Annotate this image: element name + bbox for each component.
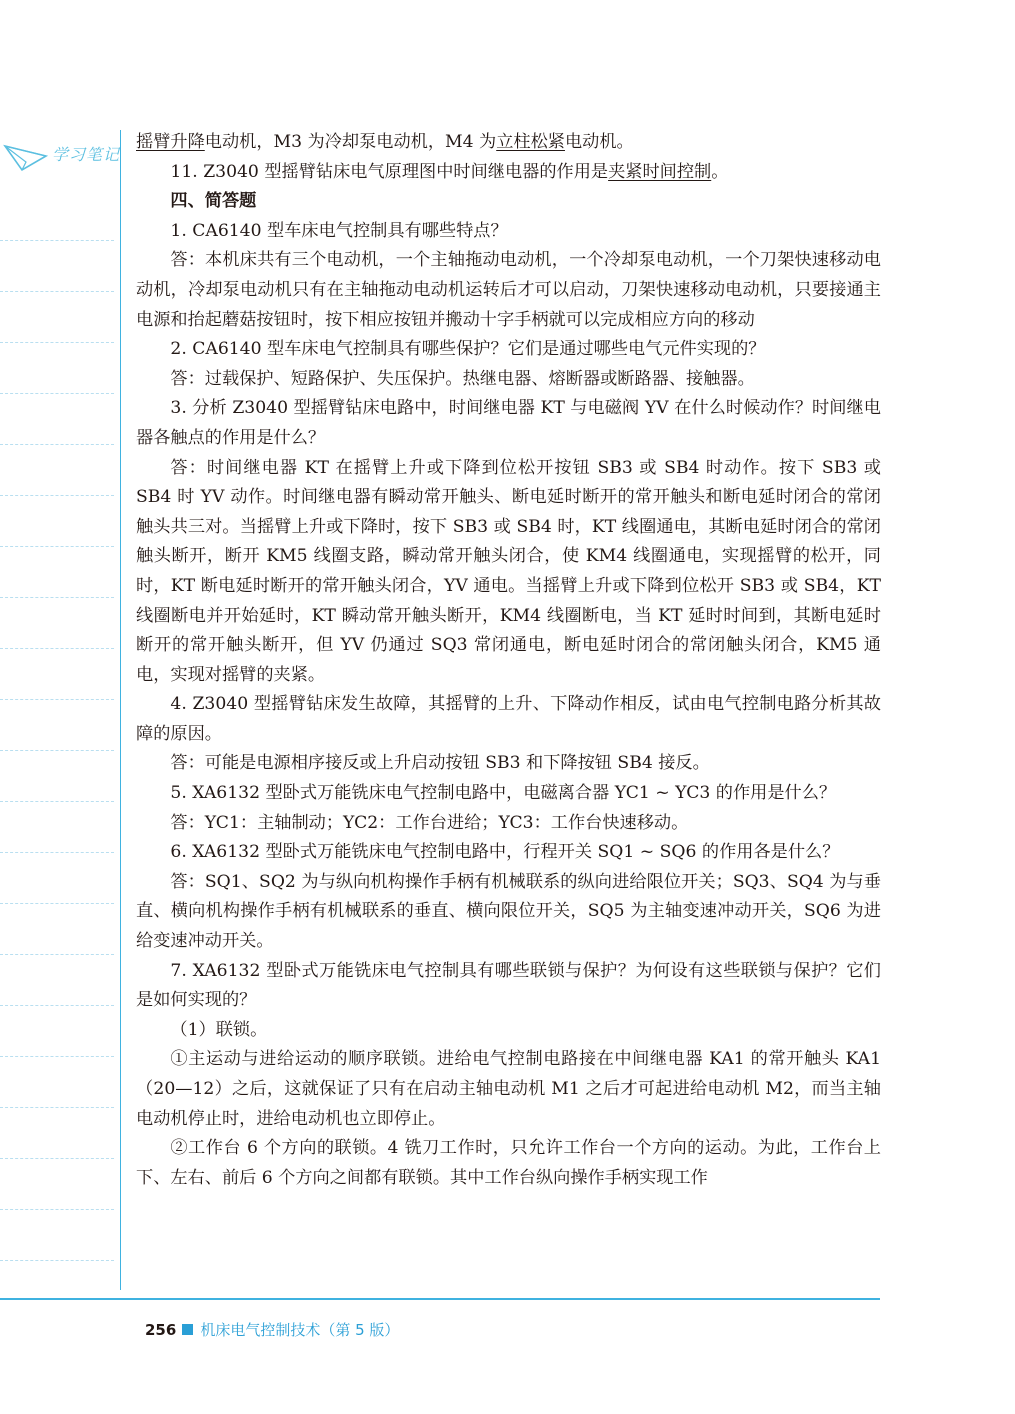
note-line [0,1209,114,1210]
note-line [0,444,114,445]
answer-1: 答：本机床共有三个电动机，一个主轴拖动电动机，一个冷却泵电动机，一个刀架快速移动电动机，冷却泵电动机只有在主轴拖动电动机运转后才可以启动，刀架快速移动电动机，只要接通主电源和抬起蘑菇按钮时，按下相应按钮并搬动十字手柄就可以完成相应方向的移动 [136,250,881,330]
note-line [0,597,114,598]
note-line [0,954,114,955]
answer-blank: 立柱松紧 [496,132,565,152]
note-line [0,1056,114,1057]
paper-plane-icon [2,132,52,172]
page-footer [145,1319,399,1340]
note-line [0,699,114,700]
footer-rule [0,1298,880,1300]
note-line [0,546,114,547]
note-line [0,801,114,802]
question-1: 1. CA6140 型车床电气控制具有哪些特点？ [170,220,508,241]
text-span: 。 [711,161,729,182]
answer-5: 答：YC1：主轴制动；YC2：工作台进给；YC3：工作台快速移动。 [170,812,689,833]
answer-blank: 摇臂升降 [136,132,205,152]
note-line [0,750,114,751]
note-line [0,495,114,496]
note-line [0,1260,114,1261]
square-bullet-icon [182,1324,193,1335]
question-5: 5. XA6132 型卧式万能铣床电气控制电路中，电磁离合器 YC1 ~ YC3 的作用是什么？ [170,783,837,804]
study-notes-label: 学习笔记 [52,145,121,164]
note-line [0,648,114,649]
section-heading: 四、简答题 [170,191,257,212]
note-line [0,1005,114,1006]
page-content [136,128,881,1193]
note-line [0,1107,114,1108]
question-4: 4. Z3040 型摇臂钻床发生故障，其摇臂的上升、下降动作相反，试由电气控制电路分析其故障的原因。 [136,694,881,744]
note-line [0,342,114,343]
question-2: 2. CA6140 型车床电气控制具有哪些保护？它们是通过哪些电气元件实现的？ [170,339,766,360]
question-3: 3. 分析 Z3040 型摇臂钻床电路中，时间继电器 KT 与电磁阀 YV 在什么时候动作？时间继电器各触点的作用是什么？ [136,398,881,448]
subheading-interlock: （1）联锁。 [170,1019,268,1040]
text-span: 11. Z3040 型摇臂钻床电气原理图中时间继电器的作用是 [170,161,609,182]
text-span: 电动机，M3 为冷却泵电动机，M4 为 [204,132,497,152]
margin-divider [120,130,121,1290]
fill-in-question-11 [136,158,881,188]
study-notes-logo [2,132,120,172]
note-line [0,291,114,292]
answer-3: 答：时间继电器 KT 在摇臂上升或下降到位松开按钮 SB3 或 SB4 时动作。按下 SB3 或 SB4 时 YV 动作。时间继电器有瞬动常开触头、断电延时断开的常开触头和断电延时闭合的常闭触头共三对。当摇臂上升或下降时，按下 SB3 或 SB4 时，KT 线圈通电，其断电延时闭合的常闭触头断开，断开 KM5 线圈支路，瞬动常开触头闭合，使 KM4 线圈通电，实现摇臂的松开，同时，KT 断电延时断开的常开触头闭合，YV 通电。当摇臂上升或下降到位松开 SB3 或 SB4，KT 线圈断电并开始延时，KT 瞬动常开触头断开，KM4 线圈断电，当 KT 延时时间到，其断电延时断开的常开触头断开，但 YV 仍通过 SQ3 常闭通电，断电延时闭合的常闭触头闭合，KM5 通电，实现对摇臂的夹紧。 [136,457,881,685]
answer-7-item-1: ①主运动与进给运动的顺序联锁。进给电气控制电路接在中间继电器 KA1 的常开触头 KA1（20—12）之后，这就保证了只有在启动主轴电动机 M1 之后才可起进给电动机 M2，而当主轴电动机停止时，进给电动机也立即停止。 [136,1049,881,1129]
question-6: 6. XA6132 型卧式万能铣床电气控制电路中，行程开关 SQ1 ~ SQ6 的作用各是什么？ [170,842,840,863]
paragraph-continued [136,128,881,158]
answer-4: 答：可能是电源相序接反或上升启动按钮 SB3 和下降按钮 SB4 接反。 [170,753,710,774]
note-line [0,852,114,853]
text-span: 电动机。 [564,132,634,152]
note-line [0,1158,114,1159]
answer-2: 答：过载保护、短路保护、失压保护。热继电器、熔断器或断路器、接触器。 [170,368,755,389]
note-line [0,240,114,241]
answer-blank: 夹紧时间控制 [608,161,712,182]
book-title: 机床电气控制技术（第 5 版） [200,1321,400,1339]
note-line [0,903,114,904]
question-7: 7. XA6132 型卧式万能铣床电气控制具有哪些联锁与保护？为何设有这些联锁与保护？它们是如何实现的？ [136,960,881,1011]
page-number: 256 [145,1321,177,1339]
answer-7-item-2: ②工作台 6 个方向的联锁。4 铣刀工作时，只允许工作台一个方向的运动。为此，工作台上下、左右、前后 6 个方向之间都有联锁。其中工作台纵向操作手柄实现工作 [136,1138,881,1188]
note-line [0,393,114,394]
study-notes-column [0,130,121,1290]
answer-6: 答：SQ1、SQ2 为与纵向机构操作手柄有机械联系的纵向进给限位开关；SQ3、SQ4 为与垂直、横向机构操作手柄有机械联系的垂直、横向限位开关，SQ5 为主轴变速冲动开关，SQ6 为进给变速冲动开关。 [136,871,881,952]
